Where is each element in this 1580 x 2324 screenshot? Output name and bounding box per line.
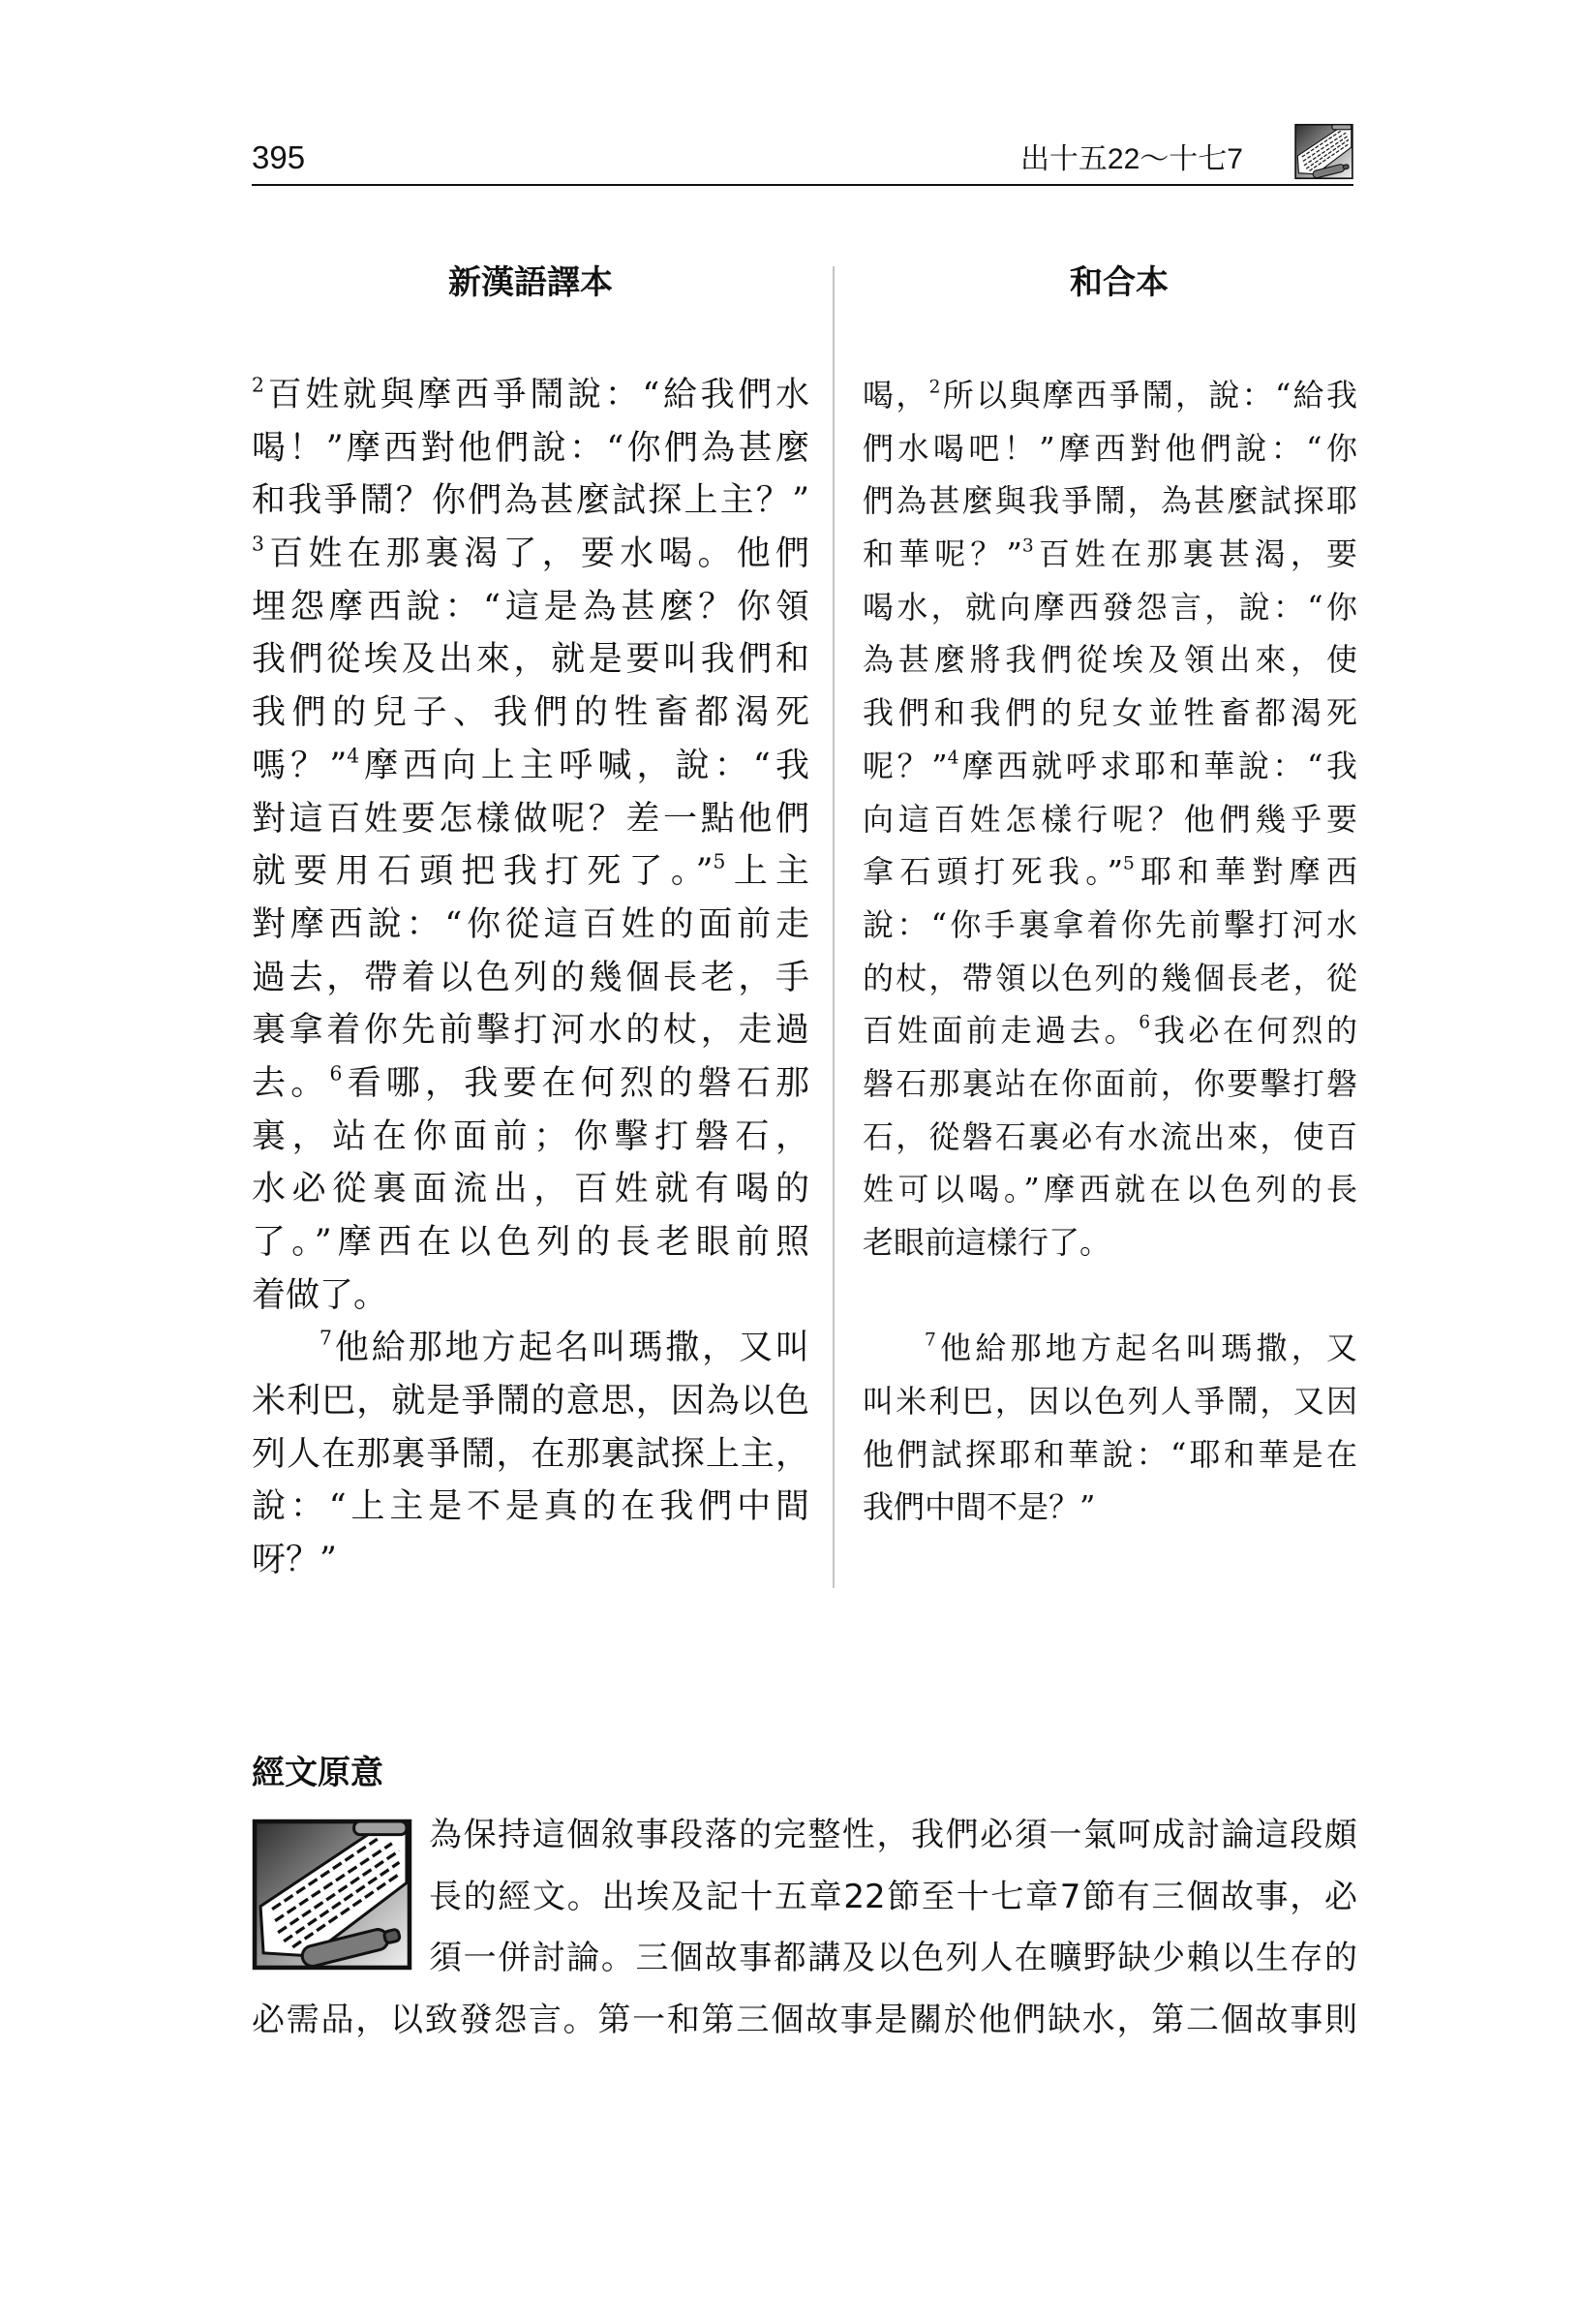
line-text: 喝水，就向摩西發怨言，說：“你: [863, 588, 1357, 626]
verse-number: 6: [1139, 1012, 1151, 1033]
line-text: 為甚麼將我們從埃及領出來，使: [863, 641, 1357, 679]
line-text: 們為甚麼與我爭鬧，為甚麼試探耶: [863, 482, 1357, 520]
line-text: 我們和我們的兒女並牲畜都渴死: [863, 694, 1357, 732]
line-text: 百姓就與摩西爭鬧說：“給我們水: [263, 376, 809, 414]
text-line: [429, 1805, 1357, 1867]
line-text: 長的經文。出埃及記十五章22節至十七章7節有三個故事，必: [429, 1877, 1357, 1916]
line-text: 和華呢？”: [863, 535, 1022, 573]
line-text: 百姓在那裏甚渴，要: [1033, 535, 1357, 573]
column-title-new-translation: 新漢語譯本: [448, 264, 613, 301]
text-line: [252, 1990, 1357, 2052]
text-line: [863, 845, 1357, 899]
line-text: 他給那地方起名叫瑪撒，又叫: [331, 1329, 809, 1368]
verse-number: 5: [713, 849, 726, 873]
line-text: 我們從埃及出來，就是要叫我們和: [252, 640, 809, 680]
page-number: 395: [252, 139, 306, 175]
line-text: 耶和華對摩西: [1134, 853, 1357, 891]
line-text: 上主: [725, 852, 809, 892]
line-text: 老眼前這樣行了。: [863, 1224, 1111, 1261]
line-text: 姓可以喝。”摩西就在以色列的長: [863, 1171, 1357, 1208]
paragraph: [863, 1322, 1357, 1534]
text-line: [252, 793, 809, 846]
line-text: 們水喝吧！”摩西對他們說：“你: [863, 429, 1357, 467]
line-text: 為保持這個敘事段落的完整性，我們必須一氣呵成討論這段頗: [429, 1816, 1357, 1854]
line-text: 所以與摩西爭鬧，說：“給我: [940, 377, 1357, 413]
line-text: 過去，帶着以色列的幾個長老，手: [252, 958, 809, 997]
text-line: [252, 952, 809, 1005]
text-line: [863, 1111, 1357, 1164]
verse-number: 4: [947, 748, 959, 769]
line-text: 喝！”摩西對他們說：“你們為甚麼: [252, 428, 809, 468]
text-line: [252, 1057, 809, 1111]
paragraph: [252, 1322, 809, 1586]
line-text: 磐石那裏站在你面前，你要擊打磐: [863, 1064, 1357, 1102]
text-line: [863, 633, 1357, 687]
verse-number: 2: [252, 373, 264, 397]
line-text: 看哪，我要在何烈的磐石那: [342, 1063, 809, 1103]
text-line: [252, 1481, 809, 1534]
right-column-text: [863, 369, 1357, 1534]
text-line: [863, 1057, 1357, 1111]
text-line: [863, 369, 1357, 422]
line-text: 列人在那裏爭鬧，在那裏試探上主，: [252, 1434, 809, 1474]
line-text: 呢？”: [863, 747, 948, 784]
text-line: [863, 899, 1357, 952]
text-line: [863, 422, 1357, 475]
text-line: [252, 1322, 809, 1375]
text-line: [863, 1004, 1357, 1057]
line-text: 百姓面前走過去。: [863, 1012, 1139, 1050]
scroll-icon: [1294, 120, 1353, 183]
verse-number: 7: [319, 1326, 332, 1350]
text-line: [429, 1928, 1357, 1990]
line-text: 他給那地方起名叫瑪撒，又: [935, 1330, 1357, 1367]
text-line: [252, 899, 809, 952]
verse-number: 5: [1122, 853, 1135, 874]
text-line: [252, 1534, 809, 1587]
text-line: [252, 1216, 809, 1269]
text-line: [863, 1322, 1357, 1375]
text-line: [252, 1004, 809, 1057]
line-text: 了。”摩西在以色列的長老眼前照: [252, 1223, 809, 1262]
text-line: [863, 474, 1357, 528]
text-line: [863, 952, 1357, 1005]
text-line: [252, 369, 809, 422]
text-line: [429, 1867, 1357, 1929]
paragraph: [863, 369, 1357, 1269]
line-text: 我們的兒子、我們的牲畜都渴死: [252, 693, 809, 733]
line-text: 必需品，以致發怨言。第一和第三個故事是關於他們缺水，第二個故事則: [252, 2000, 1357, 2039]
line-text: 百姓在那裏渴了，要水喝。他們: [263, 535, 809, 574]
text-line: [252, 1111, 809, 1164]
text-line: [863, 687, 1357, 740]
text-line: [252, 1375, 809, 1428]
line-text: 須一併討論。三個故事都講及以色列人在曠野缺少賴以生存的: [429, 1939, 1357, 1978]
line-text: 就要用石頭把我打死了。”: [252, 852, 714, 892]
text-line: [252, 1163, 809, 1216]
paragraph: [252, 1805, 1357, 2051]
line-text: 呀？”: [252, 1541, 337, 1580]
text-line: [252, 581, 809, 634]
line-text: 裏拿着你先前擊打河水的杖，走過: [252, 1011, 809, 1051]
section-title: 經文原意: [252, 1755, 383, 1791]
line-text: 叫米利巴，因以色列人爭鬧，又因: [863, 1383, 1357, 1421]
line-text: 埋怨摩西說：“這是為甚麼？你領: [252, 587, 809, 627]
line-text: 向這百姓怎樣行呢？他們幾乎要: [863, 800, 1357, 838]
section-body-text: [252, 1805, 1357, 2051]
line-text: 摩西向上主呼喊，說：“我: [359, 746, 809, 785]
line-text: 說：“上主是不是真的在我們中間: [252, 1487, 809, 1527]
text-line: [252, 474, 809, 528]
line-text: 的杖，帶領以色列的幾個長老，從: [863, 959, 1357, 996]
line-text: 喝，: [863, 377, 929, 413]
text-line: [252, 687, 809, 740]
text-line: [252, 528, 809, 581]
line-text: 對摩西說：“你從這百姓的面前走: [252, 904, 809, 944]
text-line: [863, 1216, 1357, 1269]
line-text: 和我爭鬧？你們為甚麼試探上主？”: [252, 481, 809, 521]
line-text: 水必從裏面流出，百姓就有喝的: [252, 1170, 809, 1209]
text-line: [252, 1428, 809, 1482]
passage-reference: 出十五22～十七7: [1019, 143, 1243, 175]
line-text: 着做了。: [252, 1275, 388, 1315]
line-text: 石，從磐石裏必有水流出來，使百: [863, 1117, 1357, 1155]
text-line: [863, 740, 1357, 793]
text-line: [863, 528, 1357, 581]
text-line: [863, 1375, 1357, 1428]
line-text: 拿石頭打死我。”: [863, 853, 1123, 891]
text-line: [863, 793, 1357, 846]
header-rule: [252, 184, 1353, 186]
header-scroll-icon: [1294, 120, 1353, 183]
line-text: 對這百姓要怎樣做呢？差一點他們: [252, 799, 809, 839]
left-column-text: [252, 369, 809, 1587]
verse-number: 4: [347, 744, 360, 768]
verse-number: 6: [329, 1061, 343, 1086]
text-line: [252, 845, 809, 899]
line-text: 我必在何烈的: [1150, 1012, 1357, 1050]
column-divider: [833, 266, 835, 1588]
text-line: [252, 633, 809, 687]
verse-number: 7: [925, 1330, 936, 1352]
text-line: [863, 1481, 1357, 1534]
text-line: [863, 1428, 1357, 1482]
line-text: 米利巴，就是爭鬧的意思，因為以色: [252, 1382, 809, 1422]
line-text: 說：“你手裏拿着你先前擊打河水: [863, 905, 1357, 943]
line-text: 嗎？”: [252, 746, 348, 785]
text-line: [863, 1163, 1357, 1216]
line-text: 我們中間不是？”: [863, 1488, 1096, 1526]
line-text: 摩西就呼求耶和華說：“我: [958, 747, 1357, 784]
line-text: 去。: [252, 1063, 330, 1103]
verse-number: 2: [928, 377, 941, 398]
text-line: [252, 422, 809, 475]
text-line: [252, 740, 809, 793]
verse-number: 3: [252, 532, 264, 556]
verse-number: 3: [1021, 535, 1034, 557]
paragraph: [252, 369, 809, 1322]
line-text: 裏，站在你面前；你擊打磐石，: [252, 1116, 809, 1156]
text-line: [863, 581, 1357, 634]
text-line: [252, 1269, 809, 1323]
line-text: 他們試探耶和華說：“耶和華是在: [863, 1435, 1357, 1473]
column-title-union-version: 和合本: [1070, 264, 1169, 301]
